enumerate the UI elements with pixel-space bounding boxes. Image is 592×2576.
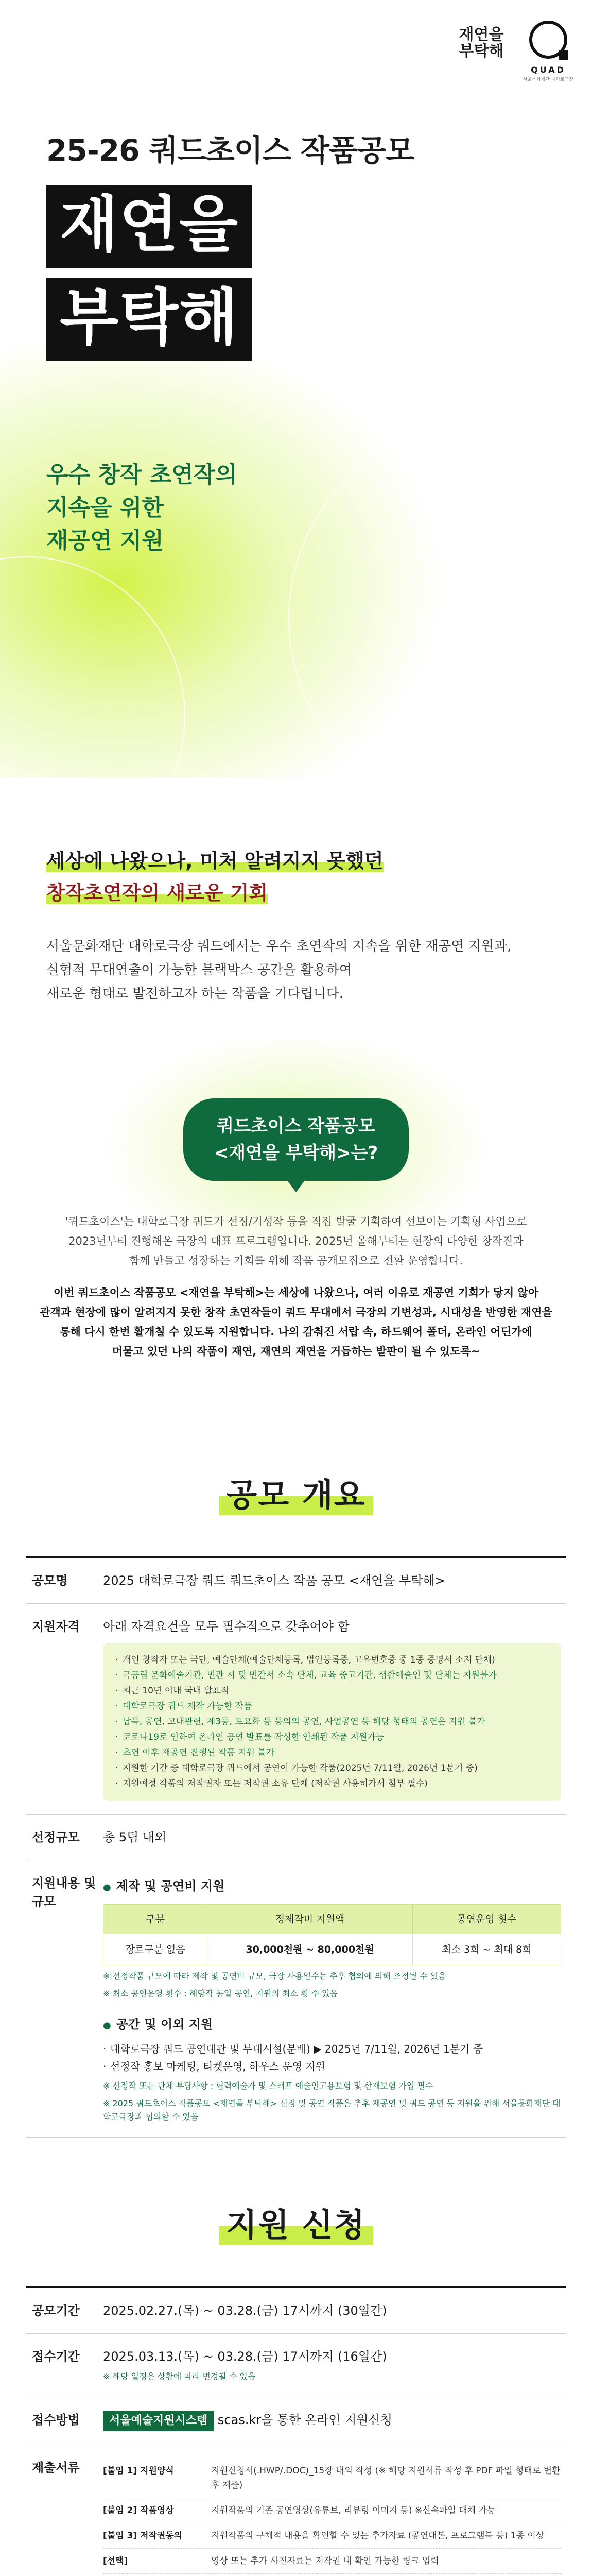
about-line: 통해 다시 한번 활개칠 수 있도록 지원합니다. 나의 감춰진 서랍 속, 하드웨어 폴더, 온라인 어딘가에: [60, 1326, 532, 1338]
row-key: 접수방법: [32, 2413, 80, 2427]
list-item: · 초연 이후 재공연 진행된 작품 지원 불가: [115, 1745, 549, 1760]
support-table: [103, 1904, 561, 1965]
table-row: [26, 2334, 566, 2397]
doc-key: [선택]: [103, 2556, 128, 2566]
row-value: [103, 2459, 566, 2576]
row-value: [103, 2411, 566, 2431]
about-section: [0, 1037, 592, 1408]
intro-body-line: 실험적 무대연출이 가능한 블랙박스 공간을 활용하여: [46, 962, 352, 978]
support-note: ※ 최소 공연운영 횟수 : 해당작 동일 공연, 지원의 최소 횟 수 있음: [103, 1989, 338, 1998]
list-item: · 코로나19로 인하여 온라인 공연 발표를 작성한 인쇄된 작품 지원가능: [115, 1730, 549, 1745]
about-bubble: [183, 1098, 409, 1181]
receipt-note: ※ 해당 일정은 상황에 따라 변경될 수 있음: [103, 2371, 256, 2381]
row-value: [103, 2347, 566, 2383]
about-line: 2023년부터 진행해온 극장의 대표 프로그램입니다. 2025년 올해부터는 현장의 다양한 창작진과: [68, 1235, 524, 1247]
support-subheading: ● 공간 및 이외 지원: [103, 2015, 561, 2035]
hero-title-line1: 재연을: [46, 185, 252, 268]
overview-heading-wrap: [0, 1408, 592, 1556]
decorative-ring: [288, 422, 592, 778]
list-item: · 대학로극장 쿼드 공연대관 및 부대시설(분배) ▶ 2025년 7/11월, 2026년 1분기 중: [103, 2040, 561, 2058]
list-item: · 납득, 공연, 고내관련, 제3등, 토요화 등 등의의 공연, 사업공연 등 해당 형태의 공연은 지원 불가: [115, 1714, 549, 1730]
support-note: ※ 2025 쿼드초이스 작품공모 <재연을 부탁해> 선정 및 공연 작품은 추후 재공연 및 쿼드 공연 등 지원을 위해 서울문화재단 대학로극장과 협의할 수 있음: [103, 2098, 561, 2122]
hero-subtitle-line: 지속을 위한: [46, 495, 164, 521]
doc-key: [붙임 2] 작품영상: [103, 2505, 174, 2516]
intro-body-line: 서울문화재단 대학로극장 쿼드에서는 우수 초연작의 지속을 위한 재공연 지원과,: [46, 939, 512, 954]
quad-logo-sub: 서울문화재단 대학로극장: [523, 77, 574, 82]
overview-heading: 공모 개요: [219, 1469, 373, 1515]
table-header: 정제작비 지원액: [207, 1905, 413, 1934]
intro-headline-line: 창작초연작의 새로운 기회: [46, 882, 268, 904]
intro-section: [0, 778, 592, 1037]
apply-heading: 지원 신청: [219, 2199, 373, 2245]
logo-text-line: 재연을: [459, 26, 504, 44]
table-row: [26, 2397, 566, 2445]
row-value: 2025 대학로극장 쿼드 쿼드초이스 작품 공모 <재연을 부탁해>: [103, 1573, 445, 1588]
row-key: 선정규모: [32, 1830, 80, 1844]
list-item: · 지원한 기간 중 대학로극장 쿼드에서 공연이 가능한 작품(2025년 7/11월, 2026년 1분기 중): [115, 1760, 549, 1776]
row-value: [103, 1874, 566, 2124]
doc-item: [103, 2498, 561, 2523]
eligibility-summary: 아래 자격요건을 모두 필수적으로 갖추어야 함: [103, 1619, 350, 1634]
doc-value: 지원신청서(.HWP/.DOC)_15장 내외 작성 (※ 해당 지원서류 작성 후 PDF 파일 형태로 변환 후 제출): [211, 2466, 561, 2490]
table-row: [26, 1860, 566, 2138]
table-cell: 30,000천원 ~ 80,000천원: [207, 1934, 413, 1965]
row-key: 지원내용 및 규모: [32, 1876, 96, 1909]
about-line: '쿼드초이스'는 대학로극장 쿼드가 선정/기성작 등을 직접 발굴 기획하여 선보이는 기획형 사업으로: [65, 1215, 527, 1228]
support-subheading: ● 제작 및 공연비 지원: [103, 1877, 561, 1897]
hero-subtitle-line: 재공연 지원: [46, 528, 164, 554]
eligibility-notes: [103, 1643, 561, 1801]
table-row: [26, 2445, 566, 2576]
intro-body: [46, 935, 546, 1006]
intro-body-line: 새로운 형태로 발전하고자 하는 작품을 기다립니다.: [46, 986, 344, 1002]
support-note: ※ 선정작 또는 단체 부담사항 : 협력예술가 및 스태프 예술인고용보험 및 산재보험 가입 필수: [103, 2081, 433, 2091]
doc-value: 지원작품의 기존 공연영상(유튜브, 리뷰링 이미지 등) ※신속파일 대체 가능: [211, 2505, 496, 2516]
quad-q-icon: [529, 21, 567, 59]
about-line: 이번 쿼드초이스 작품공모 <재연을 부탁해>는 세상에 나왔으나, 여러 이유로 재공연 기회가 닿지 않아: [53, 1286, 539, 1299]
row-value: [103, 1617, 566, 1801]
doc-item: [103, 2523, 561, 2549]
method-tail: 을 통한 온라인 지원신청: [261, 2413, 392, 2427]
about-line: 머물고 있던 나의 작품이 재연, 재연의 재연을 거듭하는 발판이 될 수 있도록~: [112, 1345, 480, 1358]
table-row: [26, 1604, 566, 1815]
table-row: [26, 1558, 566, 1604]
receipt-period: 2025.03.13.(목) ~ 03.28.(금) 17시까지 (16일간): [103, 2349, 387, 2364]
table-header: 공연운영 횟수: [412, 1905, 561, 1934]
row-value: 총 5팀 내외: [103, 1830, 167, 1844]
about-line: 관객과 현장에 많이 알려지지 못한 창작 초연작들이 쿼드 무대에서 극장의 기변성과, 시대성을 반영한 재연을: [40, 1306, 552, 1318]
about-line: 함께 만들고 성장하는 기회를 위해 작품 공개모집으로 전환 운영합니다.: [129, 1255, 463, 1267]
about-bubble-line: 쿼드초이스 작품공모: [217, 1116, 375, 1137]
quad-logo-text: QUAD: [531, 65, 566, 75]
row-key: 지원자격: [32, 1619, 80, 1634]
apply-heading-wrap: [0, 2138, 592, 2286]
support-note: ※ 선정작품 규모에 따라 제작 및 공연비 규모, 극장 사용일수는 추후 협의에 의해 조정될 수 있음: [103, 1971, 446, 1981]
hero-section: [0, 0, 592, 778]
scas-badge: 서울예술지원시스템: [103, 2411, 214, 2431]
doc-item: [103, 2459, 561, 2498]
list-item: · 선정작 홍보 마케팅, 티켓운영, 하우스 운영 지원: [103, 2058, 561, 2075]
hero-subtitle: [46, 459, 237, 557]
doc-value: 지원작품의 구체적 내용을 확인할 수 있는 추가자료 (공연대본, 프로그램북 등) 1종 이상: [211, 2531, 545, 2541]
list-item: · 최근 10년 이내 국내 발표작: [115, 1683, 549, 1699]
campaign-logo: [453, 27, 510, 83]
space-support-list: [103, 2040, 561, 2075]
doc-key: [붙임 1] 지원양식: [103, 2466, 174, 2476]
quad-logo: [523, 21, 574, 82]
table-header: 구분: [103, 1905, 207, 1934]
about-paragraph-1: [31, 1212, 561, 1270]
about-bubble-line: <재연을 부탁해>는?: [214, 1143, 378, 1163]
intro-headline: [46, 845, 546, 909]
row-key: 공모명: [32, 1573, 68, 1588]
list-item: · 지원예정 작품의 저작권자 또는 저작권 소유 단체 (저작권 사용허가서 첨부 필수): [115, 1776, 549, 1791]
doc-item: [103, 2549, 561, 2574]
row-key: 제출서류: [32, 2461, 80, 2475]
list-item: · 대학로극장 쿼드 재작 가능한 작품: [115, 1699, 549, 1714]
row-key: 공모기간: [32, 2303, 80, 2318]
table-cell: 최소 3회 ~ 최대 8회: [412, 1934, 561, 1965]
hero-subtitle-line: 우수 창작 초연작의: [46, 462, 237, 488]
apply-table: [26, 2286, 566, 2576]
scas-link[interactable]: scas.kr: [217, 2413, 262, 2427]
hero-title-line2: 부탁해: [46, 278, 252, 361]
list-item: · 국공립 문화예술기관, 민관 시 및 민간서 소속 단체, 교육 중고기관, 생활예술인 및 단체는 지원불가: [115, 1668, 549, 1683]
logo-text-line: 부탁해: [459, 42, 504, 60]
list-item: · 개인 창작자 또는 극단, 예술단체(예술단체등록, 법인등록증, 고유번호증 중 1종 증명서 소지 단체): [115, 1652, 549, 1668]
overview-table: [26, 1556, 566, 2138]
hero-eyebrow: 25-26 쿼드초이스 작품공모: [46, 133, 414, 168]
doc-item: [103, 2574, 561, 2576]
about-paragraph-2: [31, 1283, 561, 1361]
table-row: [26, 2288, 566, 2334]
decorative-ring: [0, 556, 185, 778]
intro-headline-line: 세상에 나왔으나, 미처 알려지지 못했던: [46, 850, 384, 872]
row-key: 접수기간: [32, 2349, 80, 2364]
table-cell: 장르구분 없음: [103, 1934, 207, 1965]
doc-value: 영상 또는 추가 사진자료는 저작권 내 확인 가능한 링크 입력: [211, 2556, 439, 2566]
doc-key: [붙임 3] 저작권동의: [103, 2531, 183, 2541]
row-value: 2025.02.27.(목) ~ 03.28.(금) 17시까지 (30일간): [103, 2303, 387, 2318]
table-row: [26, 1815, 566, 1860]
